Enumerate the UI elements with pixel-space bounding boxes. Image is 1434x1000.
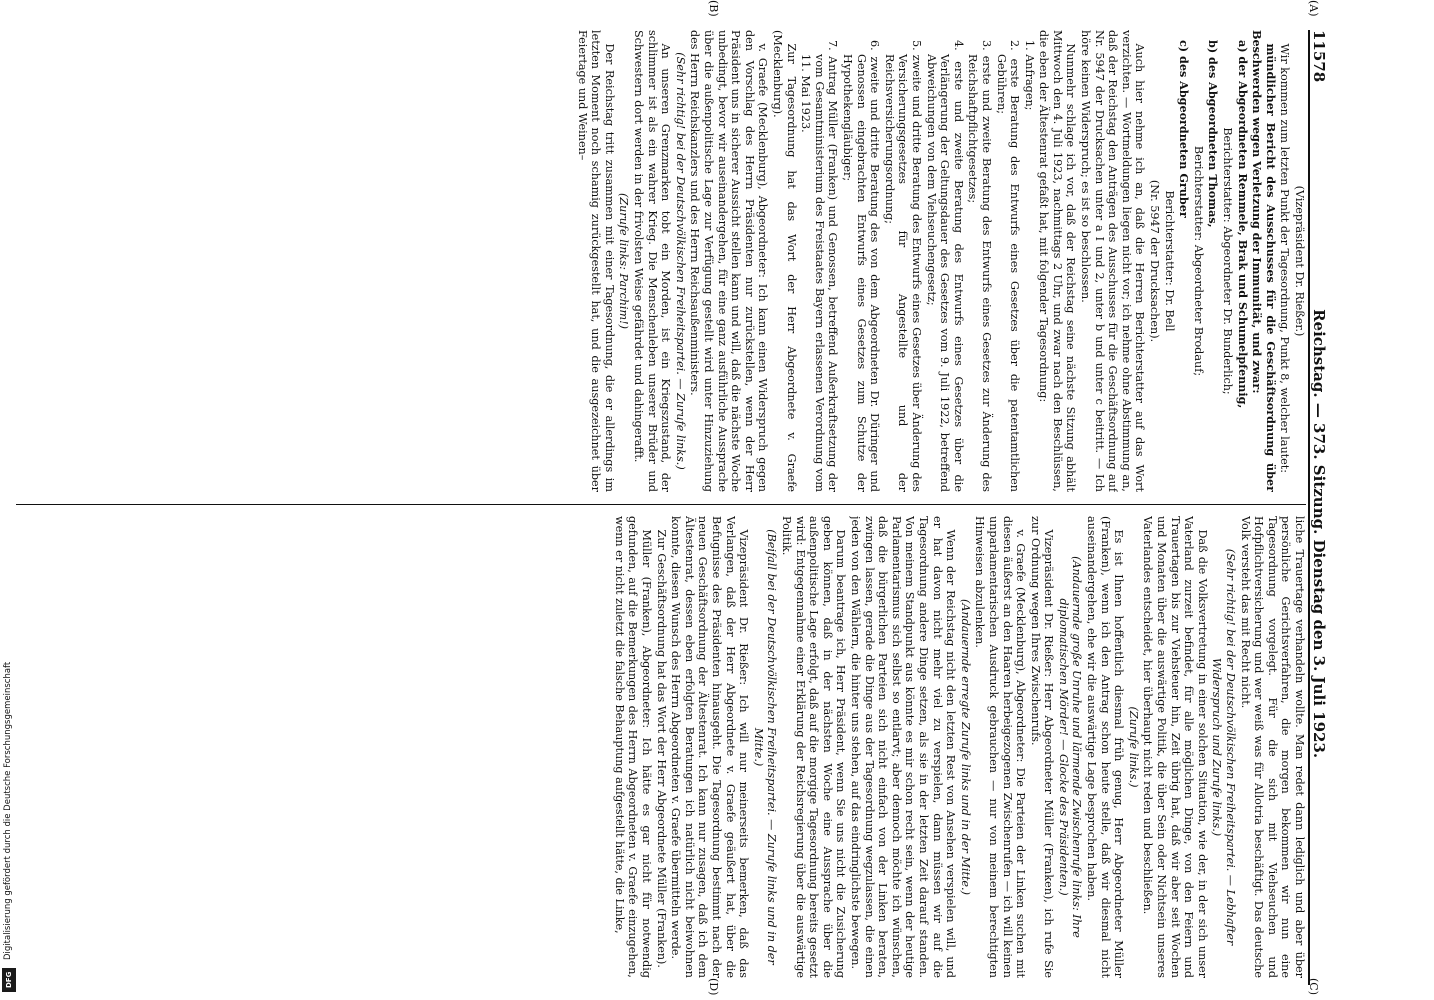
agenda-list-item: 5. zweite und dritte Beratung des Entwurfs eines Gesetzes über Änderung des Versicherungsgesetzes für Angestellte und der Reichsversicherungsordnung; — [882, 40, 923, 492]
right-column — [11, 516, 1306, 978]
rapporteur: Berichterstatter: Abgeordneter Brodauf; — [1191, 145, 1205, 377]
agenda-list-item: 3. erste und zweite Beratung des Entwurfs eines Gesetzes zur Änderung des Reichshaftpflichtgesetzes; — [966, 40, 993, 492]
funding-note: Digitalisierung gefördert durch die Deutsche Forschungsgemeinschaft — [3, 661, 13, 960]
speech-paragraph: Wenn der Reichstag nicht den letzten Rest von Ansehen verspielen will, und er hat davon nicht mehr viel zu verspielen, dann müssen wir auf die Tagesordnung andere Dinge setzen, als sie in der letzten Zeit darauf standen. Von meinem Standpunkt aus könnte es mir schon recht sein, wenn der heutige Parlamentarismus sich selbst so entlarvt; aber dennoch möchte ich wünschen, daß die bürgerlichen Parteien sich nicht einfach von der Linken beraten, zwingen lassen, gerade die Dinge aus der Tagesordnung wegzulassen, die einen jeden von den Wählern, die hinter uns stehen, auf das eindringlichste bewegen. — [849, 516, 958, 978]
speaker-note: (Vizepräsident Dr. Rießer.) — [1293, 185, 1306, 337]
paragraph: Zur Geschäftsordnung hat das Wort der Herr Abgeordnete Müller (Franken). — [654, 529, 668, 968]
dfg-logo-icon: DFG — [2, 968, 16, 992]
agenda-list-item: 1. Anfragen; — [1022, 40, 1036, 111]
paragraph: Nunmehr schlage ich vor, daß der Reichstag seine nächste Sitzung abhält Mittwoch den 4. Juli 1923, nachmittags 2 Uhr, und zwar nach den Beschlüssen, die eben der Ältestenrat gefaßt hat, mit folgender Tagesordnung: — [1037, 30, 1078, 492]
speech-paragraph: Darum beantrage ich, Herr Präsident, wenn Sie uns nicht die Zusicherung geben können, daß in der nächsten Woche eine Aussprache über die außenpolitische Lage erfolgt, daß auf die morgige Tagesordnung bereits gesetzt wird: Entgegennahme einer Erklärung der Reichsregierung über die auswärtige Politik. — [780, 516, 848, 978]
margin-mark-d: (D) — [707, 978, 720, 996]
agenda-list-item: 2. erste Beratung des Entwurfs eines Gesetzes über die patentamtlichen Gebühren; — [994, 40, 1022, 492]
paragraph: Auch hier nehme ich an, daß die Herren Berichterstatter auf das Wort verzichten. — Wortmeldungen liegen nicht vor; ich nehme ohne Abstimmung an, daß der Reichstag den Anträgen des Ausschusses für die Geschäftsordnung auf Nr. 5947 der Drucksachen unter a I und 2, unter b und unter c beitritt. — Ich höre keinen Widerspruch; es ist so beschlossen. — [1079, 30, 1147, 492]
agenda-list-item: 4. erste und zweite Beratung des Entwurfs eines Gesetzes über die Verlängerung der Geltungsdauer des Gesetzes vom 9. Juli 1922, betreffend Abweichungen von dem Viehseuchengesetz; — [924, 40, 965, 492]
interjection: (Beifall bei der Deutschvölkischen Freiheitspartei. — Zurufe links und in der Mitte.) — [751, 529, 779, 965]
speech-paragraph: Vizepräsident Dr. Rießer: Ich will nur meinerseits bemerken, daß das Verlangen, daß der Herr Abgeordnete v. Graefe geäußert hat, über die Befugnisse des Präsidenten hinausgeht. Die Tagesordnung bestimmt nach der neuen Geschäftsordnung der Ältestenrat. Ich kann nur zusagen, daß ich dem Ältestenrat, dessen eben erfolgten Beratungen ich natürlich nicht beiwohnen konnte, diesen Wunsch des Herrn Abgeordneten v. Graefe übermitteln werde. — [669, 516, 751, 978]
speech-paragraph: Der Reichstag tritt zusammen mit einer Tagesordnung, die er allerdings im letzten Moment noch schamig zurückgestellt hat, und die ausgezeichnet über Feiertage und Weinen– — [575, 30, 616, 492]
agenda-item: c) des Abgeordneten Gruber — [1177, 40, 1192, 218]
margin-mark-a: (A) — [1307, 0, 1320, 17]
speech-paragraph: Müller (Franken), Abgeordneter: Ich hätte es gar nicht für notwendig gefunden, auf die Bemerkungen des Herrn Abgeordneten v. Graefe einzugehen, wenn er nicht zuletzt die falsche Behauptung aufgestellt hätte, die Linke, — [612, 516, 654, 978]
agenda-item: b) des Abgeordneten Thomas, — [1206, 40, 1221, 228]
speech-paragraph: liche Trauertage verhandeln wollte. Man redet dann lediglich und aber über persönliche Gerichtsverfahren, die morgen bekommen wir nun eine Tagesordnung vorgelegt. Für die sich mit Viehseuchen und Hofpflichtversicherung und wer weiß was für Allotria beschäftigt. Das deutsche Volk versteht das mit Recht nicht. — [1238, 516, 1306, 978]
speech-paragraph: Vizepräsident Dr. Rießer: Herr Abgeordneter Müller (Franken), ich rufe Sie zur Ordnung wegen Ihres Zwischenrufs. — [1028, 516, 1056, 978]
page-title: Reichstag. — 373. Sitzung. Dienstag den 3. Juli 1923. — [1310, 309, 1328, 759]
reference: (Nr. 5947 der Drucksachen). — [1148, 179, 1162, 343]
agenda-heading: mündlicher Bericht des Ausschusses für die Geschäftsordnung über Beschwerden wegen Verletzung der Immunität, und zwar: — [1250, 30, 1278, 492]
column-divider — [16, 504, 1306, 505]
interjection: (Zurufe links.) — [1126, 706, 1140, 788]
agenda-list-item: 6. zweite und dritte Beratung des von dem Abgeordneten Dr. Düringer und Genossen eingebrachten Entwurfs eines Gesetzes zum Schutze der Hypothekengläubiger; — [841, 40, 882, 492]
speech-paragraph: v. Graefe (Mecklenburg), Abgeordneter: Ich kann einen Widerspruch gegen den Vorschlag des Herrn Präsidenten nur zurückstellen, wenn der Herr Präsident uns in sicherer Aussicht stellen kann und will, daß die nächste Woche unbedingt, bevor wir auseinandergehen, für eine ganz ausführliche Aussprache über die außenpolitische Lage zur Verfügung gestellt wird unter Hinzuziehung des Herrn Reichskanzlers und des Herrn Reichsaußenministers. — [688, 30, 770, 492]
page-number: 11578 — [1310, 30, 1328, 83]
interjection: (Andauernde erregte Zurufe links und in der Mitte.) — [958, 599, 972, 895]
paragraph: Wir kommen zum letzten Punkt der Tagesordnung, Punkt 8, welcher lautet: — [1278, 43, 1292, 474]
speech-paragraph: v. Graefe (Mecklenburg), Abgeordneter: Die Parteien der Linken suchen mit diesen äußerst an den Haaren herbeigezogenen Zwischenrufen — ich will keinen unparlamentarischen Ausdruck gebrauchen — nur von meinem berechtigten Hinweisen abzulenken. — [973, 516, 1028, 978]
agenda-item: a) der Abgeordneten Remmele, Brak und Schumelpfennig, — [1235, 40, 1250, 409]
page-header — [1308, 30, 1332, 985]
interjection: (Andauernde große Unruhe und lärmende Zwischenrufe links: Ihre diplomatischen Mörder! — Glocke des Präsidenten.) — [1056, 556, 1084, 938]
margin-mark-b: (B) — [707, 0, 720, 17]
speech-paragraph: Daß die Volksvertretung in einer solchen Situation, wie der, in der sich unser Vaterland zurzeit befindet, für alle möglichen Dinge, von den Feiern und Trauertagen bis zur Viehsteuer hin, Zeit übrig hat, daß wir aber seit Wochen und Monaten über die auswärtige Politik, die über Sein oder Nichtsein unseres Vaterlandes entscheidet, hier überhaupt nicht reden und beschließen. — [1141, 516, 1209, 978]
speech-paragraph: Es ist Ihnen hoffentlich diesmal früh genug, Herr Abgeordneter Müller (Franken), wenn ich den Antrag schon heute stelle, daß wir diesmal nicht auseinandergehen, ehe wir die auswärtige Lage besprochen haben. — [1085, 516, 1126, 978]
interjection: (Zurufe links: Parchim!) — [617, 193, 631, 329]
left-column — [11, 30, 1306, 492]
agenda-list-item: 7. Antrag Müller (Franken) und Genossen, betreffend Außerkraftsetzung der vom Gesamtministerium des Freistaates Bayern erlassenen Verordnung vom 11. Mai 1923. — [799, 40, 840, 492]
speech-paragraph: An unseren Grenzmarken tobt ein Morden, ist ein Kriegszustand, der schlimmer ist als ein wahrer Krieg. Die Menschenleben unserer Brüder und Schwestern dort werden in der frivolsten Weise gefährdet und dahingerafft. — [632, 30, 673, 492]
margin-mark-c: (C) — [1307, 978, 1320, 995]
text-columns — [6, 30, 1306, 985]
interjection: (Sehr richtig! bei der Deutschvölkischen Freiheitspartei. — Lebhafter Widerspruch und Zurufe links.) — [1210, 548, 1238, 946]
rapporteur: Berichterstatter: Abgeordneter Dr. Bunderlich; — [1221, 127, 1235, 395]
interjection: (Sehr richtig! bei der Deutschvölkischen Freiheitspartei. — Zurufe links.) — [673, 52, 687, 470]
paragraph: Zur Tagesordnung hat das Wort der Herr Abgeordnete v. Graefe (Mecklenburg). — [771, 30, 798, 492]
rapporteur: Berichterstatter: Dr. Bell — [1162, 190, 1176, 332]
